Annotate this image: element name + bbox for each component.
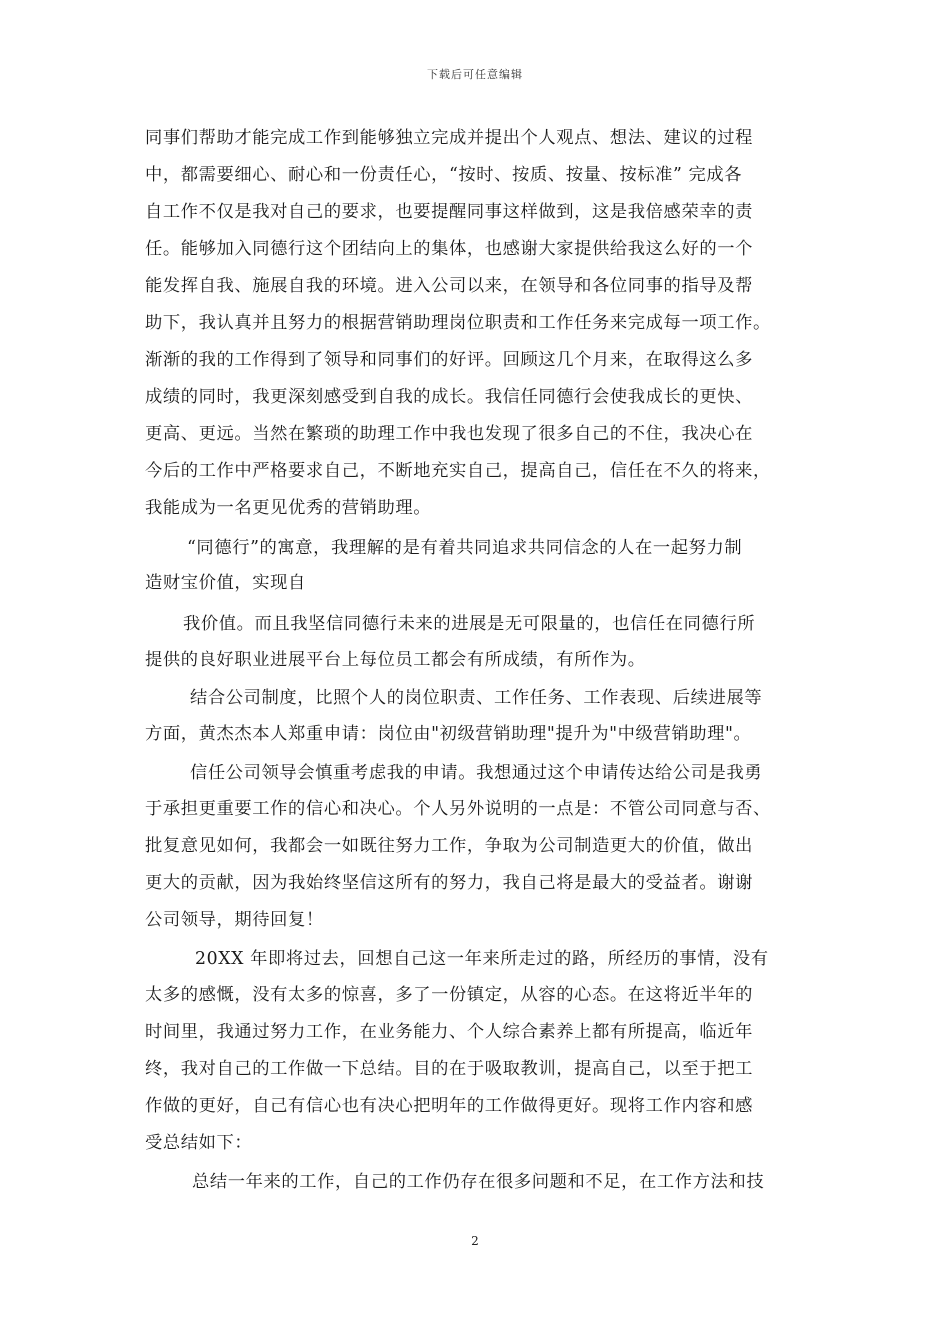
text-line: 造财宝价值，实现自 bbox=[145, 573, 306, 593]
text-line: 中，都需要细心、耐心和一份责任心，“按时、按质、按量、按标准” 完成各 bbox=[145, 165, 743, 185]
text-line: 我能成为一名更见优秀的营销助理。 bbox=[145, 498, 432, 518]
text-line: 终，我对自己的工作做一下总结。目的在于吸取教训，提高自己，以至于把工 bbox=[145, 1059, 753, 1079]
text-line: 渐渐的我的工作得到了领导和同事们的好评。回顾这几个月来，在取得这么多 bbox=[145, 350, 753, 370]
text-line: 我价值。而且我坚信同德行未来的进展是无可限量的，也信任在同德行所 bbox=[183, 614, 756, 634]
text-line: 能发挥自我、施展自我的环境。进入公司以来，在领导和各位同事的指导及帮 bbox=[145, 276, 753, 296]
page-header: 下载后可任意编辑 bbox=[427, 68, 523, 81]
text-line: 任。能够加入同德行这个团结向上的集体，也感谢大家提供给我这么好的一个 bbox=[145, 239, 753, 259]
text-line: 更高、更远。当然在繁琐的助理工作中我也发现了很多自己的不住，我决心在 bbox=[145, 424, 753, 444]
text-line: 结合公司制度，比照个人的岗位职责、工作任务、工作表现、后续进展等 bbox=[190, 688, 763, 708]
text-line: 于承担更重要工作的信心和决心。个人另外说明的一点是：不管公司同意与否、 bbox=[145, 799, 771, 819]
text-line: 更大的贡献，因为我始终坚信这所有的努力，我自己将是最大的受益者。谢谢 bbox=[145, 873, 753, 893]
text-line: 太多的感慨，没有太多的惊喜，多了一份镇定，从容的心态。在这将近半年的 bbox=[145, 985, 753, 1005]
text-line: 20XX 年即将过去，回想自己这一年来所走过的路，所经历的事情，没有 bbox=[195, 949, 769, 969]
text-line: 同事们帮助才能完成工作到能够独立完成并提出个人观点、想法、建议的过程 bbox=[145, 128, 753, 148]
text-line: 时间里，我通过努力工作，在业务能力、个人综合素养上都有所提高，临近年 bbox=[145, 1022, 753, 1042]
text-line: 总结一年来的工作，自己的工作仍存在很多问题和不足，在工作方法和技 bbox=[192, 1172, 765, 1192]
text-line: 批复意见如何，我都会一如既往努力工作，争取为公司制造更大的价值，做出 bbox=[145, 836, 753, 856]
text-line: 受总结如下： bbox=[145, 1133, 253, 1153]
text-line: 公司领导，期待回复！ bbox=[145, 910, 324, 930]
text-line: 今后的工作中严格要求自己，不断地充实自己，提高自己，信任在不久的将来， bbox=[145, 461, 771, 481]
text-line: 信任公司领导会慎重考虑我的申请。我想通过这个申请传达给公司是我勇 bbox=[190, 763, 763, 783]
text-line: 成绩的同时，我更深刻感受到自我的成长。我信任同德行会使我成长的更快、 bbox=[145, 387, 753, 407]
text-line: 助下，我认真并且努力的根据营销助理岗位职责和工作任务来完成每一项工作。 bbox=[145, 313, 771, 333]
text-line: 自工作不仅是我对自己的要求，也要提醒同事这样做到，这是我倍感荣幸的责 bbox=[145, 202, 753, 222]
text-line: 提供的良好职业进展平台上每位员工都会有所成绩，有所作为。 bbox=[145, 650, 646, 670]
page-number: 2 bbox=[471, 1234, 479, 1248]
text-line: 作做的更好，自己有信心也有决心把明年的工作做得更好。现将工作内容和感 bbox=[145, 1096, 753, 1116]
text-line: 方面，黄杰杰本人郑重申请：岗位由"初级营销助理"提升为"中级营销助理"。 bbox=[145, 724, 752, 744]
text-line: “同德行”的寓意，我理解的是有着共同追求共同信念的人在一起努力制 bbox=[187, 538, 743, 558]
